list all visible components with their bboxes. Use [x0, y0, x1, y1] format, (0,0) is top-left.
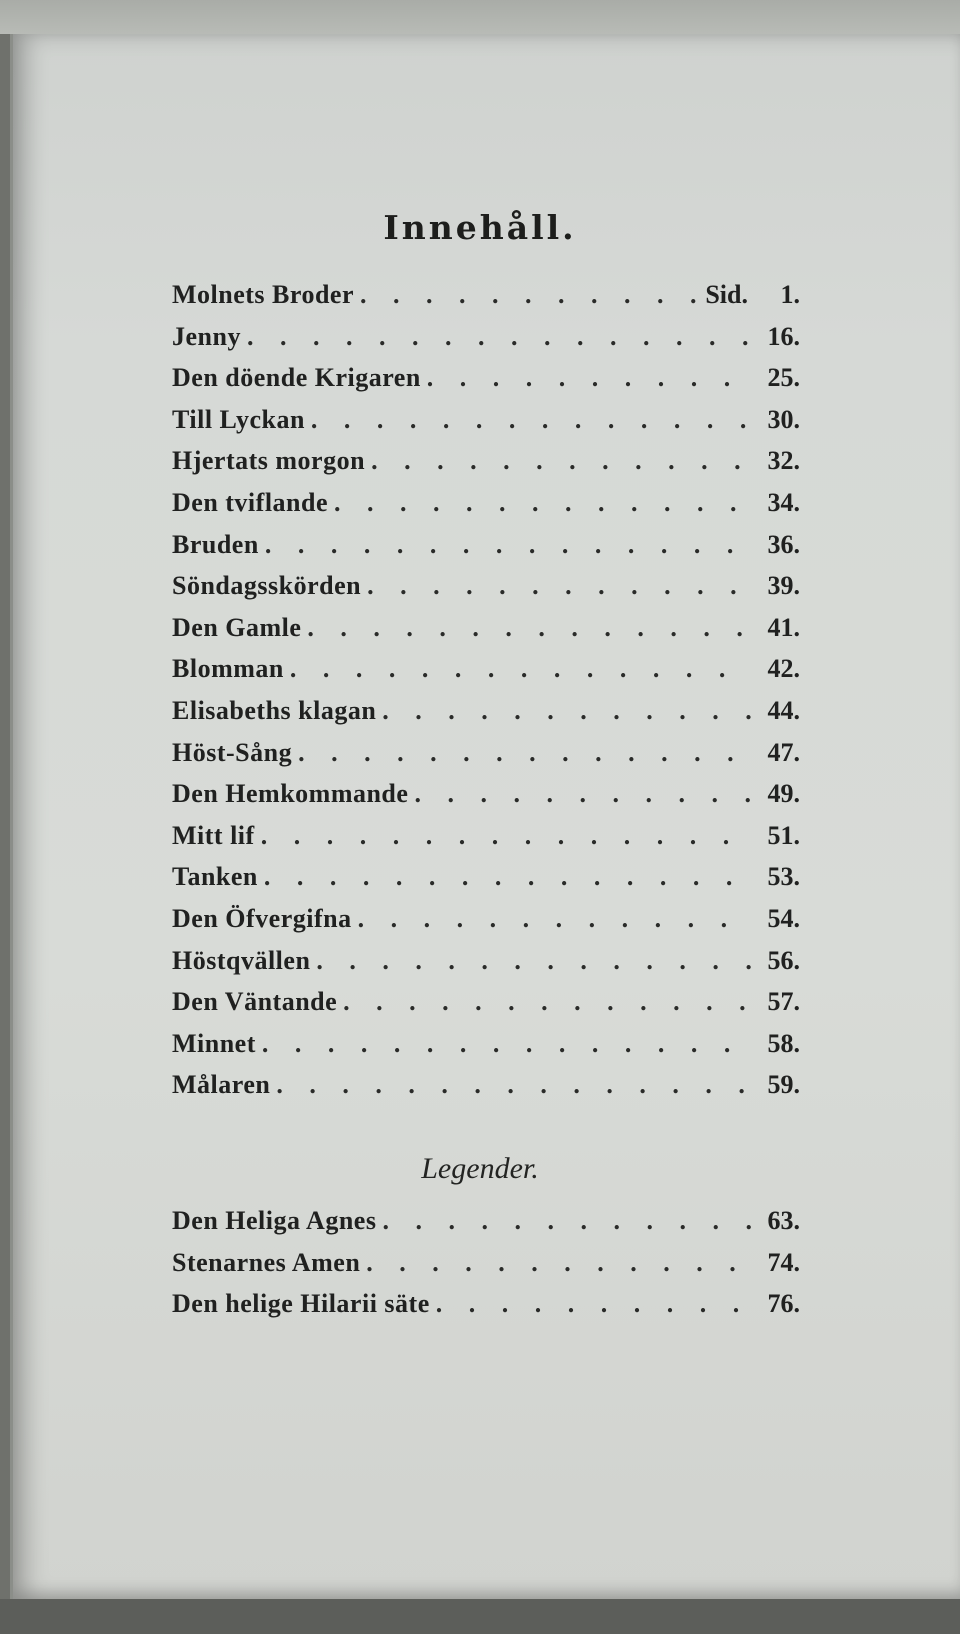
toc-entry-title: Blomman: [172, 654, 284, 684]
section-heading: Legender.: [421, 1152, 539, 1185]
dot-leader: [316, 946, 752, 976]
dot-leader: [436, 1289, 752, 1319]
toc-entry: [172, 488, 800, 530]
toc-entry-page: 51.: [767, 820, 800, 850]
toc-entry-title: Elisabeths klagan: [172, 695, 377, 725]
toc-entry-title: Höstqvällen: [172, 945, 311, 975]
toc-entry-page: 63.: [767, 1206, 800, 1235]
toc-entry-page: 32.: [767, 446, 800, 476]
toc-entry-page: 74.: [767, 1247, 800, 1277]
toc-entry-page: 16.: [767, 321, 800, 351]
toc-entry-title: Den Väntande: [172, 987, 338, 1017]
toc-entry: [172, 446, 800, 488]
toc-entry: [172, 738, 800, 780]
toc-entry: [172, 1206, 800, 1248]
toc-entry: [172, 530, 800, 572]
toc-entry-page: 41.: [767, 612, 800, 642]
page-prefix: Sid.: [705, 280, 748, 309]
toc-entry: [172, 696, 800, 738]
toc-entry-title: Den Hemkommande: [172, 779, 409, 809]
dot-leader: [382, 696, 752, 726]
toc-entry-page: 34.: [767, 487, 800, 517]
dot-leader: [414, 779, 752, 809]
dot-leader: [261, 821, 752, 851]
toc-entry-title: Den döende Krigaren: [172, 363, 421, 393]
toc-entry-title: Stenarnes Amen: [172, 1247, 361, 1277]
toc-entry-title: Bruden: [172, 529, 259, 559]
toc-entry-page: 42.: [767, 654, 800, 684]
toc-entry: [172, 571, 800, 613]
toc-entry: [172, 904, 800, 946]
toc-entry-page: 59.: [767, 1070, 800, 1100]
toc-entry-title: Minnet: [172, 1028, 256, 1058]
dot-leader: [264, 862, 752, 892]
page-title: Innehåll.: [383, 208, 577, 247]
background-top: [0, 0, 960, 34]
dot-leader: [360, 280, 699, 310]
toc-entry-title: Den Öfvergifna: [172, 903, 352, 933]
dot-leader: [290, 654, 752, 684]
toc-entry-page: 44.: [767, 695, 800, 725]
toc-entry-title: Mitt lif: [172, 820, 255, 850]
dot-leader: [265, 530, 752, 560]
toc-entry-page: 54.: [767, 903, 800, 933]
toc-entry-page: 57.: [767, 987, 800, 1017]
toc-entry: [172, 613, 800, 655]
dot-leader: [334, 488, 752, 518]
toc-entry: [172, 946, 800, 988]
dot-leader: [276, 1070, 752, 1100]
toc-entry-title: Till Lyckan: [172, 404, 305, 434]
toc-entry: [172, 821, 800, 863]
dot-leader: [343, 987, 752, 1017]
dot-leader: [427, 363, 752, 393]
dot-leader: [298, 738, 752, 768]
toc-entry-title: Molnets Broder: [172, 280, 354, 309]
toc-entry: [172, 1248, 800, 1290]
dot-leader: [247, 322, 752, 352]
toc-entry-page: 53.: [767, 862, 800, 892]
toc-entry-page: 47.: [767, 737, 800, 767]
dot-leader: [371, 446, 752, 476]
toc-entry-title: Jenny: [172, 321, 241, 351]
table-of-contents: [172, 280, 800, 1112]
toc-entry-page: 56.: [767, 945, 800, 975]
toc-entry-page: 49.: [767, 779, 800, 809]
dot-leader: [307, 613, 752, 643]
toc-entry: [172, 1070, 800, 1112]
toc-entry: [172, 1289, 800, 1331]
toc-entry-title: Tanken: [172, 862, 258, 892]
dot-leader: [358, 904, 752, 934]
background-bottom: [0, 1599, 960, 1634]
toc-entry-title: Den helige Hilarii säte: [172, 1289, 430, 1319]
toc-entry-title: Höst-Sång: [172, 737, 293, 767]
toc-entry: [172, 280, 800, 322]
toc-entry: [172, 1029, 800, 1071]
toc-entry-title: Målaren: [172, 1070, 271, 1100]
toc-entry: [172, 987, 800, 1029]
toc-entry-page: 36.: [767, 529, 800, 559]
toc-entry-title: Söndagsskörden: [172, 571, 362, 601]
section-contents: [172, 1206, 800, 1331]
toc-entry-page: 1.: [780, 280, 800, 309]
dot-leader: [311, 405, 752, 435]
toc-entry-page: 39.: [767, 571, 800, 601]
toc-entry: [172, 363, 800, 405]
dot-leader: [262, 1029, 752, 1059]
toc-entry-title: Den Heliga Agnes: [172, 1206, 377, 1235]
toc-entry-page: 25.: [767, 363, 800, 393]
toc-entry: [172, 405, 800, 447]
toc-entry: [172, 322, 800, 364]
toc-entry-page: 30.: [767, 404, 800, 434]
dot-leader: [382, 1206, 752, 1236]
dot-leader: [366, 1248, 752, 1278]
toc-entry-title: Den tviflande: [172, 487, 328, 517]
toc-entry-title: Hjertats morgon: [172, 446, 366, 476]
toc-entry: [172, 862, 800, 904]
toc-entry-page: 76.: [767, 1289, 800, 1319]
toc-entry-page: 58.: [767, 1028, 800, 1058]
dot-leader: [367, 571, 752, 601]
toc-entry: [172, 779, 800, 821]
toc-entry: [172, 654, 800, 696]
toc-entry-title: Den Gamle: [172, 612, 302, 642]
